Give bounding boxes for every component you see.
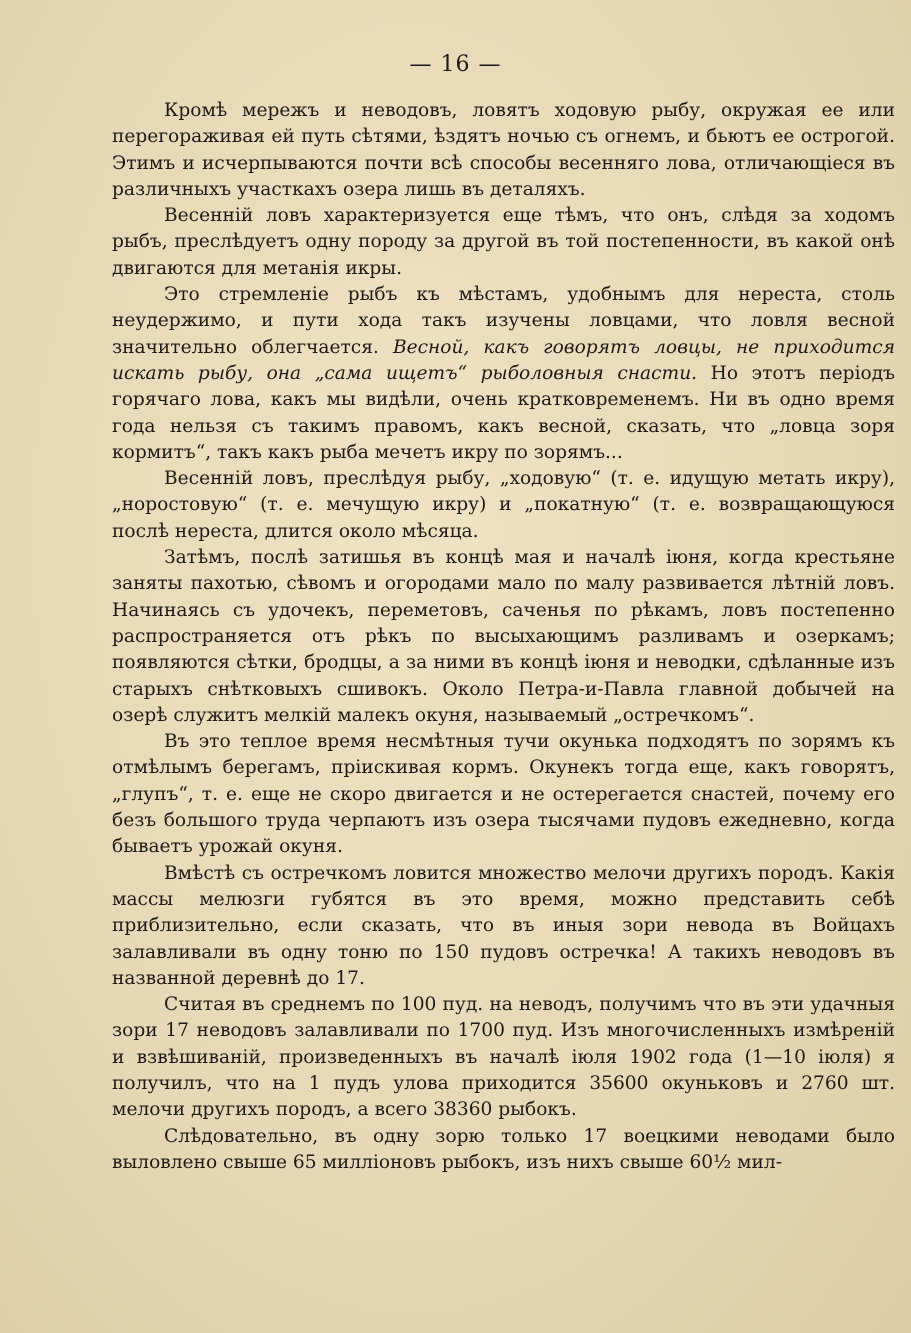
paragraph-1 <box>112 98 895 203</box>
paragraph-text: Но этотъ періодъ горячаго лова, какъ мы видѣли, очень кратковременемъ. Ни въ одно время года нельзя съ такимъ правомъ, какъ весной, сказать, что „ловца зоря кормитъ“, такъ какъ рыба мечетъ икру по зорямъ... <box>112 362 895 463</box>
page-number: — 16 — <box>409 52 502 77</box>
paragraph-6 <box>112 729 895 860</box>
paragraph-text: Затѣмъ, послѣ затишья въ концѣ мая и началѣ іюня, когда крестьяне заняты пахотью, сѣвомъ и огородами мало по малу развивается лѣтній ловъ. Начинаясь съ удочекъ, переметовъ, саченья по рѣкамъ, ловъ постепенно распространяется отъ рѣкъ по высыхающимъ разливамъ и озеркамъ; появляются сѣтки, бродцы, а за ними въ концѣ іюня и неводки, сдѣланные изъ старыхъ снѣтковыхъ сшивокъ. Около Петра-и-Павла главной добычей на озерѣ служитъ мелкій малекъ окуня, называемый „остречкомъ“. <box>112 547 895 726</box>
paragraph-9 <box>112 1124 895 1177</box>
paragraph-text: Въ это теплое время несмѣтныя тучи окунька подходятъ по зорямъ къ отмѣлымъ берегамъ, пріискивая кормъ. Окунекъ тогда еще, какъ говорятъ, „глупъ“, т. е. еще не скоро двигается и не остерегается снастей, почему его безъ большого труда черпаютъ изъ озера тысячами пудовъ ежедневно, когда бываетъ урожай окуня. <box>112 731 895 858</box>
paragraph-text: Слѣдовательно, въ одну зорю только 17 воецкими неводами было выловлено свыше 65 милліоновъ рыбокъ, изъ нихъ свыше 60½ мил- <box>112 1125 895 1173</box>
paragraph-3 <box>112 282 895 466</box>
paragraph-text: Кромѣ мережъ и неводовъ, ловятъ ходовую рыбу, окружая ее или перегораживая ей путь сѣтями, ѣздятъ ночью съ огнемъ, и бьютъ ее острогой. Этимъ и исчерпываются почти всѣ способы весенняго лова, отличающіеся въ различныхъ участкахъ озера лишь въ деталяхъ. <box>112 100 895 200</box>
paragraph-7 <box>112 861 895 992</box>
paragraph-4 <box>112 466 895 545</box>
body-text <box>112 98 895 1176</box>
paragraph-text: Весенній ловъ, преслѣдуя рыбу, „ходовую“ (т. е. идущую метать икру), „норостовую“ (т. е. мечущую икру) и „покатную“ (т. е. возвращающуюся послѣ нереста, длится около мѣсяца. <box>112 468 895 542</box>
paragraph-text: Это стремленіе рыбъ къ мѣстамъ, удобнымъ для нереста, столь неудержимо, и пути хода такъ изучены ловцами, что ловля весной значительно облегчается. <box>112 284 895 358</box>
paragraph-text: Вмѣстѣ съ остречкомъ ловится множество мелочи другихъ породъ. Какія массы мелюзги губятся въ это время, можно представить себѣ приблизительно, если сказать, что въ иныя зори невода въ Войцахъ залавливали въ одну тоню по 150 пудовъ остречка! А такихъ неводовъ въ названной деревнѣ до 17. <box>112 862 895 989</box>
paragraph-text: Весенній ловъ характеризуется еще тѣмъ, что онъ, слѣдя за ходомъ рыбъ, преслѣдуетъ одну породу за другой въ той постепенности, въ какой онѣ двигаются для метанія икры. <box>112 205 895 279</box>
italic-quote: Весной, какъ говорятъ ловцы, не приходится искать рыбу, она „сама ищетъ“ рыболовныя снасти. <box>112 336 896 384</box>
paragraph-text: Считая въ среднемъ по 100 пуд. на неводъ, получимъ что въ эти удачныя зори 17 неводовъ залавливали по 1700 пуд. Изъ многочисленныхъ измѣреній и взвѣшиваній, произведенныхъ въ началѣ іюля 1902 года (1—10 іюля) я получилъ, что на 1 пудъ улова приходится 35600 окуньковъ и 2760 шт. мелочи другихъ породъ, а всего 38360 рыбокъ. <box>112 994 895 1121</box>
paragraph-8 <box>112 992 895 1123</box>
paragraph-2 <box>112 203 895 282</box>
paragraph-5 <box>112 545 895 729</box>
